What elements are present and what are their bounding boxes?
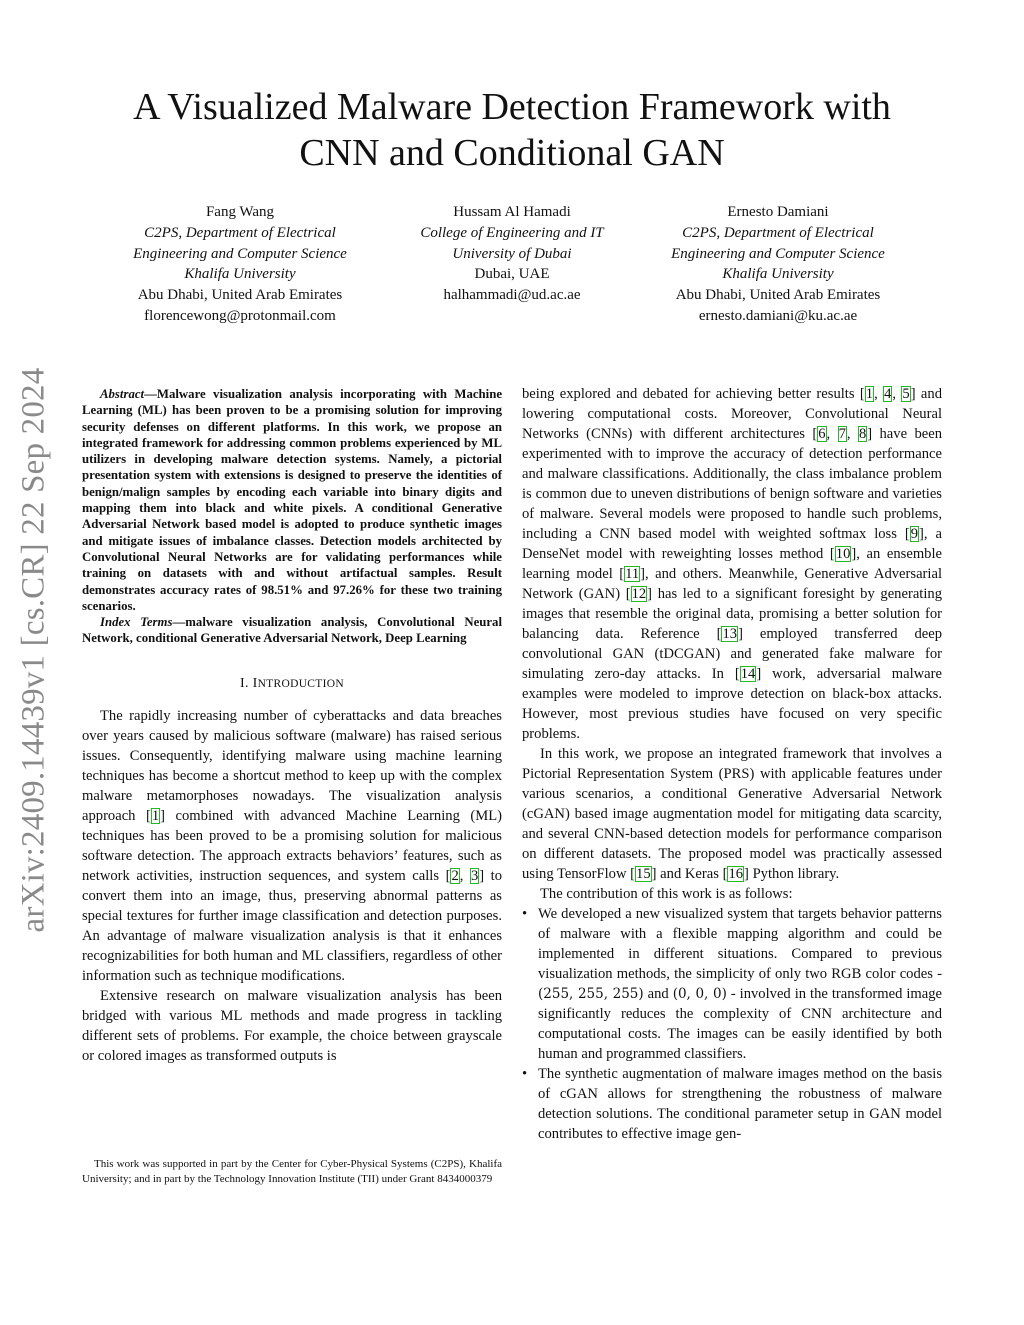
citation-link[interactable]: 3 bbox=[470, 867, 479, 884]
arxiv-side-stamp bbox=[12, 355, 56, 945]
author-affiliation: Khalifa University bbox=[722, 266, 834, 283]
right-paragraph-2: In this work, we propose an integrated framework that involves a Pictorial Representation System (PRS) with applicable features under various scenarios, a conditional Generative Adversarial Network (cGAN) based image augmentation model for mitigating data scarcity, and several CNN-based detection models for performance comparison on different datasets. The proposed model was practically assessed using TensorFlow [15] and Keras [16] Python library. bbox=[522, 746, 942, 882]
author-location: Abu Dhabi, United Arab Emirates bbox=[675, 287, 881, 304]
citation-link[interactable]: 6 bbox=[818, 426, 826, 442]
bullet-icon: • bbox=[522, 1066, 528, 1082]
bullet-icon: • bbox=[522, 906, 528, 922]
citation-link[interactable]: 8 bbox=[858, 426, 867, 442]
author-affiliation: Khalifa University bbox=[184, 266, 296, 283]
abstract-text: —Malware visualization analysis incorporating with Machine Learning (ML) has been proven to be a promising solution for improving security defenses on different platforms. In this work, we propose an integrated framework for addressing common problems experienced by ML utilizers in developing malware detection systems. Namely, a pictorial presentation system with extensions is designed to preserve the identities of benign/malign samples by encoding each variable into binary digits and mapping them into black and white pixels. A conditional Generative Adversarial Network based model is adopted to produce synthetic images and mitigate issues of imbalance classes. Detection models architected by Convolutional Neural Networks are for validating performances while training on datasets with and without artifactual samples. Result demonstrates accuracy rates of 98.51% and 97.26% for these two training scenarios. bbox=[82, 387, 502, 613]
author-affiliation: C2PS, Department of Electrical bbox=[144, 224, 336, 241]
right-paragraph-3: The contribution of this work is as follows: bbox=[540, 886, 793, 902]
citation-link[interactable]: 10 bbox=[835, 546, 851, 562]
citation-link[interactable]: 1 bbox=[865, 386, 874, 402]
right-paragraph-1: being explored and debated for achieving better results [1, 4, 5] and lowering computational costs. Moreover, Convolutional Neural Networks (CNNs) with different architectures [6, 7, 8] have been experimented with to improve the accuracy of detection performance and malware classifications. Additionally, the class imbalance problem is common due to uneven distributions of benign software and varieties of malware. Several models were proposed to handle such problems, including a CNN based model with weighted softmax loss [9], a DenseNet model with reweighting losses method [10], an ensemble learning model [11], and others. Meanwhile, Generative Adversarial Network (GAN) [12] has led to a significant foresight by generating images that resemble the original data, promising a better solution for balancing data. Reference [13] employed transferred deep convolutional GAN (tDCGAN) and generated fake malware for simulating zero-day attacks. In [14] work, adversarial malware examples were modeled to improve detection on black-box attacks. However, most previous studies have focused on very specific problems. bbox=[522, 386, 943, 742]
citation-link[interactable]: 15 bbox=[636, 866, 651, 882]
author-email: ernesto.damiani@ku.ac.ae bbox=[698, 307, 858, 324]
author-email: florencewong@protonmail.com bbox=[144, 307, 336, 324]
arxiv-identifier: arXiv:2409.14439v1 [cs.CR] 22 Sep 2024 bbox=[15, 367, 52, 933]
author-location: Abu Dhabi, United Arab Emirates bbox=[137, 287, 343, 304]
citation-link[interactable]: 13 bbox=[722, 626, 738, 642]
author-affiliation: C2PS, Department of Electrical bbox=[682, 224, 874, 241]
abstract-label: Abstract bbox=[100, 387, 145, 401]
index-terms-text: —malware visualization analysis, Convolutional Neural Network, conditional Generative Adversarial Network, Deep Learning bbox=[82, 615, 502, 646]
right-column bbox=[522, 384, 942, 1144]
list-item: • The synthetic augmentation of malware images method on the basis of cGAN allows for strengthening the robustness of malware detection solutions. The conditional parameter setup in GAN model contributes to effective image gen- bbox=[522, 1066, 942, 1142]
title-line-2: CNN and Conditional GAN bbox=[299, 132, 725, 174]
author-2 bbox=[362, 202, 662, 306]
author-affiliation: Engineering and Computer Science bbox=[133, 245, 347, 262]
citation-link[interactable]: 16 bbox=[728, 866, 744, 882]
citation-link[interactable]: 4 bbox=[884, 386, 892, 402]
citation-link[interactable]: 5 bbox=[902, 386, 910, 402]
citation-link[interactable]: 12 bbox=[631, 586, 647, 602]
intro-paragraph-2: Extensive research on malware visualization analysis has been bridged with various ML methods and made progress in tackling different sets of problems. For example, the choice between grayscale or colored images as transformed outputs is bbox=[82, 987, 502, 1064]
funding-footnote: This work was supported in part by the Center for Cyber-Physical Systems (C2PS), Khalifa University; and in part by the Technology Innovation Institute (TII) under Grant 8434000379 bbox=[82, 1158, 502, 1185]
citation-link[interactable]: 1 bbox=[151, 807, 160, 824]
author-affiliation: University of Dubai bbox=[452, 245, 572, 262]
author-3 bbox=[628, 202, 928, 327]
author-location: Dubai, UAE bbox=[474, 266, 550, 283]
contribution-list bbox=[522, 904, 942, 1144]
left-column bbox=[82, 386, 502, 1066]
citation-link[interactable]: 9 bbox=[910, 526, 919, 542]
author-1 bbox=[90, 202, 390, 327]
author-name: Hussam Al Hamadi bbox=[453, 204, 571, 220]
intro-paragraph-1: The rapidly increasing number of cyberattacks and data breaches over years caused by malicious software (malware) has raised serious issues. Consequently, identifying malware using machine learning techniques has become a shortcut method to keep up with the complex malware metamorphoses nowadays. The visualization analysis approach [1] combined with advanced Machine Learning (ML) techniques has been proved to be a promising solution for malicious software detection. The approach extracts behaviors’ features, such as network activities, instruction sequences, and system calls [2, 3] to convert them into an image, thus, preserving abnormal patterns as special textures for further image classification and detection purposes. An advantage of malware visualization analysis is that it enhances recognizabilities for both human and ML classifiers, regardless of other information such as technique modifications. bbox=[82, 707, 503, 984]
citation-link[interactable]: 11 bbox=[625, 566, 640, 582]
index-terms-label: Index Terms bbox=[100, 615, 173, 630]
citation-link[interactable]: 2 bbox=[451, 867, 459, 884]
index-terms bbox=[82, 614, 502, 647]
author-affiliation: Engineering and Computer Science bbox=[671, 245, 885, 262]
author-name: Fang Wang bbox=[205, 204, 275, 220]
citation-link[interactable]: 14 bbox=[740, 666, 756, 682]
author-name: Ernesto Damiani bbox=[727, 204, 829, 220]
citation-link[interactable]: 7 bbox=[838, 426, 846, 442]
list-item: • We developed a new visualized system that targets behavior patterns of malware with a flexible mapping algorithm and could be implemented in different situations. Compared to previous visualization methods, the simplicity of only two RGB color codes - (255, 255, 255) and (0, 0, 0) - involved in the transformed image significantly reduces the complexity of CNN architecture and computational costs. The images can be easily identified by both human and programmed classifiers. bbox=[522, 906, 942, 1062]
paper-title bbox=[80, 84, 944, 176]
abstract bbox=[82, 386, 502, 614]
title-line-1: A Visualized Malware Detection Framework with bbox=[133, 86, 891, 128]
section-heading-introduction: I. INTRODUCTION bbox=[240, 675, 344, 691]
author-affiliation: College of Engineering and IT bbox=[420, 224, 604, 241]
author-email: halhammadi@ud.ac.ae bbox=[443, 287, 581, 304]
